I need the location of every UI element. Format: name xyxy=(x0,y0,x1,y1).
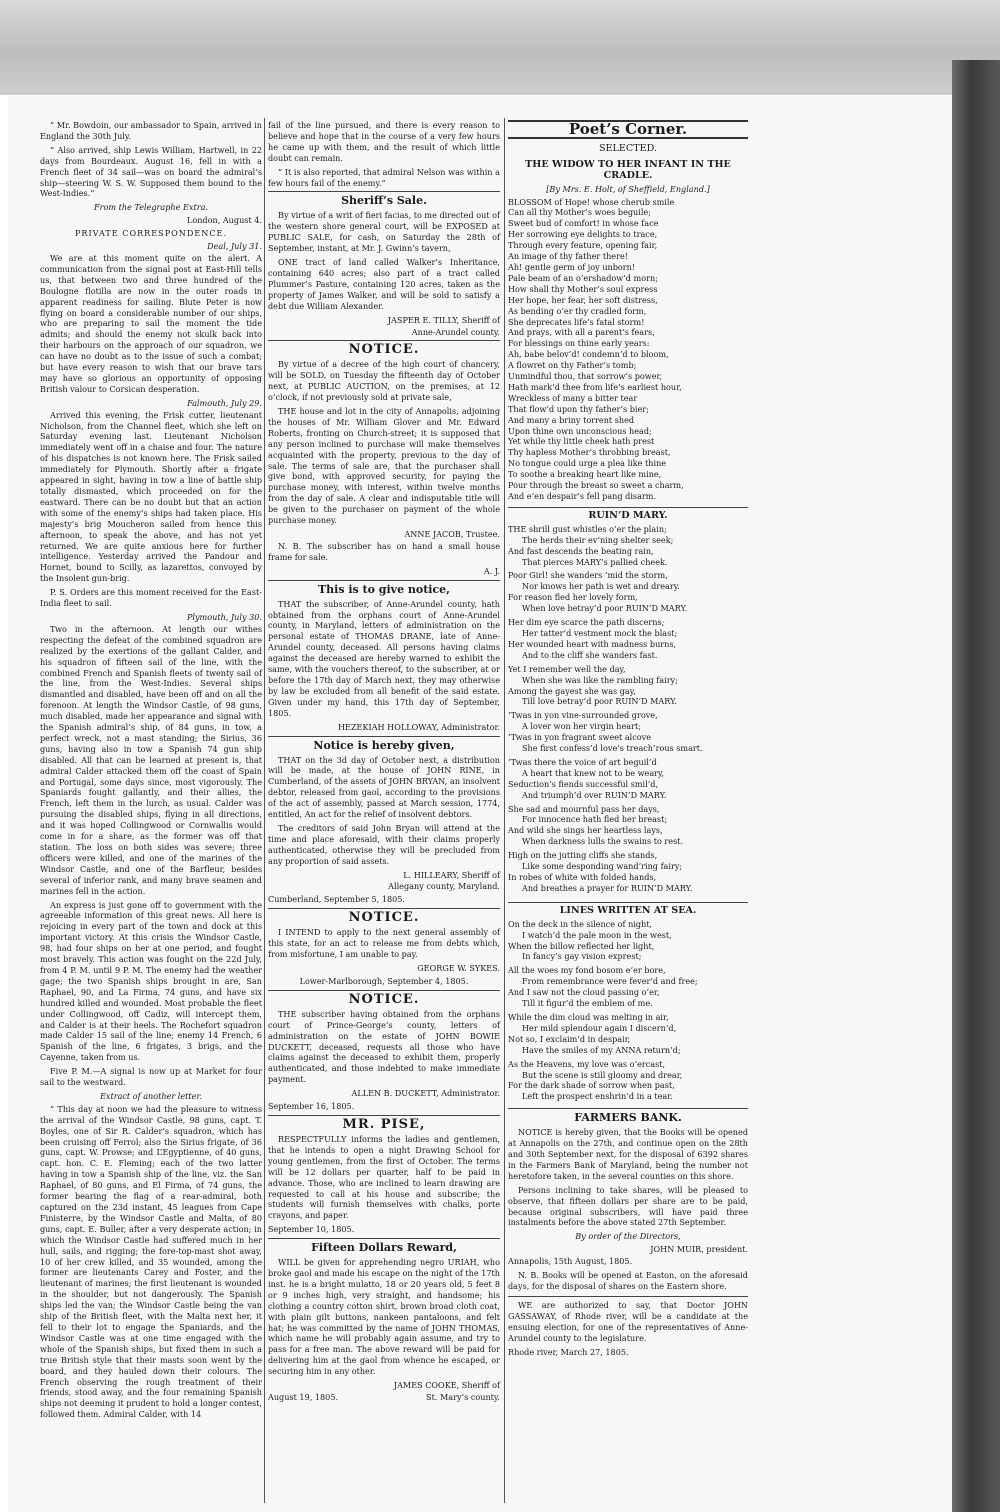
ad-paragraph: THAT on the 3d day of October next, a distribution will be made, at the house of JOHN RINE, in Cumberland, of the assets of JOHN BRYAN, an insolvent debtor, released from gaol, according to the provisions of the act of assembly, passed at March session, 1774, entitled, An act for the relief of insolvent debtors. xyxy=(268,754,500,820)
ad-paragraph: WILL be given for apprehending negro URIAH, who broke gaol and made his escape on the night of the 17th inst. he is a bright mulatto, 18 or 20 years old, 5 feet 8 or 9 inches high, very straight, and handsome; his clothing a country cotton shirt, brown broad cloth coat, with plain gilt buttons, nankeen pantaloons, and felt hat; he was committed by the name of JOHN THOMAS, which name he will probably again assume, and try to pass for a free man. The above reward will be paid for delivering him at the gaol from whence he escaped, or securing him in any other. xyxy=(268,1257,500,1377)
poem-line: But the scene is still gloomy and drear, xyxy=(522,1069,683,1080)
poem-line: ’Twas there the voice of art beguil’d xyxy=(508,756,657,767)
dateline: September 16, 1805. xyxy=(268,1101,355,1112)
poem-widow xyxy=(508,197,748,502)
ad-heading: Sheriff’s Sale. xyxy=(268,191,500,208)
poem-line: As bending o’er thy cradled form, xyxy=(508,305,647,316)
signature: JOHN MUIR, president. xyxy=(650,1244,748,1255)
ad-heading: Fifteen Dollars Reward, xyxy=(268,1238,500,1255)
news-paragraph: “ This day at noon we had the pleasure to witness the arrival of the Windsor Castle, 98 guns, capt. T. Boyles, one of Sir R. Calder’s squadron, which has been cruising off Ferrol; also the Sirius frigate, of 36 guns, capt. W. Prowse; and L’Egyptienne, of 40 guns, capt. hon. C. E. Fleming; each of the two latter having in tow a Spanish ship of the line, viz. the San Raphael, of 80 guns, and El Firma, of 74 guns, the former bearing the flag of a rear-admiral, both captured on the 23d instant, 45 leagues from Cape Finisterre, by the Windsor Castle and Malta, of 80 guns, capt. E. Buller, after a very desperate action; in which the Windsor Castle had suffered much in her hull, sails, and rigging; the fore-top-mast shot away, 10 of her crew killed, and 35 wounded, among the former are lieutenants Carey and Foster, and the lieutenant of marines; the first lieutenant is wounded in the shoulder, but not dangerously. The Spanish ships led the van; the Windsor Castle being the van ship of the British fleet, with the Malta next her, it fell to their lot to engage the Spaniards, and the Windsor Castle was at one time engaged with the whole of the Spanish ships, but fixed them in such a true British style that their masts soon went by the board, and they hauled down their colours. The French observing the rough treatment of their friends, stood away, and the four remaining Spanish ships not deeming it prudent to hold a longer contest, followed them. Admiral Calder, with 14 xyxy=(40,1103,262,1420)
dateline: London, August 4. xyxy=(186,215,262,226)
poem-line: Yet while thy little cheek hath prest xyxy=(508,436,655,447)
poem-line: Sweet bud of comfort! in whose face xyxy=(508,218,659,229)
poem-title: RUIN’D MARY. xyxy=(508,507,748,522)
ad-heading: MR. PISE, xyxy=(268,1115,500,1132)
ad-paragraph: RESPECTFULLY informs the ladies and gentlemen, that he intends to open a night Drawing School for young gentlemen, from the first of October. The terms will be 12 dollars per quarter, half to be paid in advance. Those, who are inclined to learn drawing are requested to call at his house and subscribe; the students will furnish themselves with chalks, porte crayons, and paper. xyxy=(268,1133,500,1221)
signature: JAMES COOKE, Sheriff of xyxy=(393,1380,500,1391)
poem-lines-at-sea xyxy=(508,919,748,1106)
poem-line: An image of thy father there! xyxy=(508,251,628,262)
ad-paragraph: The creditors of said John Bryan will attend at the time and place aforesaid, with their claims properly authenticated, otherwise they will be precluded from any proportion of said assets. xyxy=(268,822,500,866)
dateline: Falmouth, July 29. xyxy=(187,397,262,408)
poem-line: And wild she sings her heartless lays, xyxy=(508,825,663,836)
poem-line: And fast descends the beating rain, xyxy=(508,545,654,556)
poem-title: LINES WRITTEN AT SEA. xyxy=(508,902,748,917)
poem-line: In robes of white with folded hands, xyxy=(508,872,657,882)
poem-line: Ah! gentle germ of joy unborn! xyxy=(508,261,636,272)
poem-line: And breathes a prayer for RUIN’D MARY. xyxy=(522,882,693,893)
poem-line: Her tatter’d vestment mock the blast; xyxy=(522,627,678,638)
ad-paragraph: I INTEND to apply to the next general assembly of this state, for an act to release me from debts which, from misfortune, I am unable to pay. xyxy=(268,927,500,960)
poem-line: Seduction’s fiends successful smil’d, xyxy=(508,778,659,789)
news-paragraph: “ Mr. Bowdoin, our ambassador to Spain, arrived in England the 30th July. xyxy=(40,120,262,141)
news-paragraph: fail of the line pursued, and there is every reason to believe and hope that in the course of a very few hours he came up with them, and the result of which little doubt can remain. xyxy=(268,120,500,163)
poem-line: Have the smiles of my ANNA return’d; xyxy=(522,1044,681,1055)
poem-line: She first confess’d love’s treach’rous smart. xyxy=(522,743,703,754)
poem-line: All the woes my fond bosom e’er bore, xyxy=(508,965,666,976)
poem-line: When the billow reflected her light, xyxy=(508,940,655,951)
poem-line: Pour through the breast so sweet a charm, xyxy=(508,480,684,491)
selected-label: SELECTED. xyxy=(598,142,658,154)
signature: GEORGE W. SYKES. xyxy=(417,963,500,973)
dateline: Deal, July 31. xyxy=(207,241,262,252)
poem-line: Can all thy Mother’s woes beguile; xyxy=(508,207,651,218)
poem-line: Till it figur’d the emblem of me. xyxy=(522,998,653,1009)
poem-line: A flowret on thy Father’s tomb; xyxy=(508,360,637,371)
dateline: Lower-Marlborough, September 4, 1805. xyxy=(299,975,469,986)
poem-line: BLOSSOM of Hope! whose cherub smile xyxy=(508,196,675,207)
signature: L. HILLEARY, Sheriff of xyxy=(403,869,500,880)
poem-line: Her mild splendour again I discern’d, xyxy=(522,1022,677,1033)
poem-line: In fancy’s gay vision exprest; xyxy=(522,951,642,962)
ad-paragraph: THE subscriber having obtained from the orphans court of Prince-George’s county, letters of administration on the estate of JOHN BOWIE DUCKETT, deceased, requests all those who have claims against the deceased to exhibit them, properly authenticated, and those indebted to make immediate payment. xyxy=(268,1008,500,1085)
poem-line: High on the jutting cliffs she stands, xyxy=(508,850,658,861)
poem-title: THE WIDOW TO HER INFANT IN THE CRADLE. xyxy=(525,158,731,181)
news-paragraph: Two in the afternoon. At length our withes respecting the defeat of the combined squadron are realized by the exertions of the gallant Calder, and his squadron of fifteen sail of the line, with the combined French and Spanish fleets of twenty sail of the line, from the West-Indies. Several ships dismantled and disabled, have been off and on all the forenoon. At length the Windsor Castle, of 98 guns, much disabled, made her appearance and signal with the Spanish admiral’s ship, of 84 guns, in tow, a perfect wreck, not a mast standing; the Sirius, 36 guns, having also in tow a Spanish 74 gun ship disabled. All that can be learned at present is, that admiral Calder attacked them off the coast of Spain and Portugal, some days since, most vigorously. The Spaniards fought gallantly, and their allies, the French, left them in the lurch, as usual. Calder was pursuing the disabled ships, flying in all directions, and it was hoped Collingwood or Cornwallis would come in for a share, as the former was off that station. The loss on both sides was severe; three officers were killed, and one of the marines of the Windsor Castle, and one of the Barfleur, besides several of inferior rank, and many brave seamen and marines fell in the action. xyxy=(40,623,262,896)
left-column xyxy=(40,120,262,1423)
news-paragraph: P. S. Orders are this moment received for the East-India fleet to sail. xyxy=(40,587,262,609)
poem-line: For reason fled her lovely form, xyxy=(508,592,638,603)
poem-line: No tongue could urge a plea like thine xyxy=(508,458,667,469)
source-line: From the Telegraphe Extra. xyxy=(94,202,208,213)
poem-line: Her hope, her fear, her soft distress, xyxy=(508,294,658,305)
ad-heading: FARMERS BANK. xyxy=(508,1108,748,1125)
poem-line: Till love betray’d poor RUIN’D MARY. xyxy=(522,696,677,707)
poem-line: Poor Girl! she wanders ’mid the storm, xyxy=(508,570,668,581)
poem-line: THE shrill gust whistles o’er the plain; xyxy=(508,523,667,534)
ad-heading: Notice is hereby given, xyxy=(268,736,500,753)
news-paragraph: We are at this moment quite on the alert. A communication from the signal post at East-Hill tells us, that between two and three hundred of the Boulogne flotilla are now in the outer roads in apparent readiness for sailing. Blute Peter is now flying on board a considerable number of our ships, who are preparing to sail the moment the tide admits; and should the enemy not skulk back into their harbours on the approach of our squadron, we can have no doubt as to the issue of such a combat; but have every reason to wish that our brave tars may have so glorious an opportunity of opposing British valour to Corsican desperation. xyxy=(40,252,262,394)
dateline: August 19, 1805. xyxy=(268,1392,339,1402)
poem-line: While the dim cloud was melting in air, xyxy=(508,1011,669,1022)
poem-line: Among the gayest she was gay, xyxy=(508,685,636,696)
poem-line: Yet I remember well the day, xyxy=(508,663,626,674)
poem-line: Her sorrowing eye delights to trace, xyxy=(508,229,658,240)
poem-line: That flow’d upon thy father’s bier; xyxy=(508,403,649,414)
scan-top-border xyxy=(0,0,1000,95)
poem-line: Not so, I exclaim’d in despair, xyxy=(508,1033,631,1044)
poem-line: Upon thine own unconscious head; xyxy=(508,425,652,436)
poem-line: Unmindful thou, that sorrow’s power, xyxy=(508,371,663,382)
poem-line: How shall thy Mother’s soul express xyxy=(508,283,658,294)
poem-author: [By Mrs. E. Holt, of Sheffield, England.] xyxy=(546,183,710,194)
middle-column xyxy=(268,120,500,1403)
poem-line: Through every feature, opening fair, xyxy=(508,240,658,251)
poem-line: I watch’d the pale moon in the west, xyxy=(522,929,672,940)
signature: JASPER E. TILLY, Sheriff of xyxy=(387,314,500,325)
poem-line: On the deck in the silence of night, xyxy=(508,918,653,929)
poem-line: When darkness lulls the swains to rest. xyxy=(522,836,684,847)
news-paragraph: Five P. M.—A signal is now up at Market for four sail to the westward. xyxy=(40,1066,262,1088)
poem-line: Left the prospect enshrin’d in a tear. xyxy=(522,1091,673,1102)
poem-line: Like some desponding wand’ring fairy; xyxy=(522,861,683,872)
dateline: September 10, 1805. xyxy=(268,1224,355,1235)
poem-line: As the Heavens, my love was o’ercast, xyxy=(508,1058,666,1069)
dateline: Cumberland, September 5, 1805. xyxy=(268,894,405,905)
signature: Allegany county, Maryland. xyxy=(388,881,500,892)
poem-line: From remembrance were fever’d and free; xyxy=(522,976,698,987)
signature: HEZEKIAH HOLLOWAY, Administrator. xyxy=(337,721,500,732)
ad-paragraph: THAT the subscriber, of Anne-Arundel county, hath obtained from the orphans court of Anne-Arundel county, in Maryland, letters of administration on the personal estate of THOMAS DRANE, late of Anne-Arundel county, deceased. All persons having claims against the deceased are hereby warned to exhibit the same, with the vouchers thereof, to the subscriber, at or before the 17th day of March next, they may otherwise by law be excluded from all benefit of the said estate. Given under my hand, this 17th day of September, 1805. xyxy=(268,598,500,718)
signature: ALLEN B. DUCKETT, Administrator. xyxy=(351,1088,500,1099)
news-paragraph: An express is just gone off to government with the agreeable information of this great news. All here is rejoicing in every part of the town and dock at this important victory. At this crisis the Windsor Castle, 98, had four ships on her at one period, and fought most bravely. This action was fought on the 22d July, from 4 P. M. until 9 P. M. The enemy had the weather gage; the two Spanish ships brought in are, San Raphael, 90, and La Firma, 74 guns, and have six hundred killed and wounded. Most probable the fleet under Collingwood, off Cadiz, will intercept them, and Calder is at their heels. The Rochefort squadron made Calder 15 sail of the line; enemy 14 French, 6 Spanish of the line, 6 frigates, 3 brigs, and the Cayenne, taken from us. xyxy=(40,899,262,1063)
ad-paragraph: By virtue of a writ of fieri facias, to me directed out of the western shore general court, will be EXPOSED at PUBLIC SALE, for cash, on Saturday the 28th of September, instant, at Mr. J. Gwinn’s tavern, xyxy=(268,210,501,254)
right-column xyxy=(508,120,748,1360)
poem-line: And to the cliff she wanders fast. xyxy=(522,649,658,660)
book-spine xyxy=(952,60,1000,1512)
ad-heading: This is to give notice, xyxy=(268,580,500,597)
poem-line: For blessings on thine early years: xyxy=(508,338,650,349)
poem-line: Hath mark’d thee from life’s earliest hour, xyxy=(508,381,682,392)
ad-paragraph: ONE tract of land called Walker’s Inheritance, containing 640 acres; also part of a tract called Plummer’s Pasture, containing 120 acres, taken as the property of James Walker, and will be sold to satisfy a debt due William Alexander. xyxy=(268,257,500,311)
poem-line: She sad and mournful pass her days, xyxy=(508,803,660,814)
poem-line: Nor knows her path is wet and dreary. xyxy=(522,581,680,592)
by-order-line: By order of the Directors, xyxy=(575,1231,681,1242)
news-paragraph: “ It is also reported, that admiral Nelson was within a few hours fail of the enemy.” xyxy=(268,166,500,188)
ad-paragraph: By virtue of a decree of the high court of chancery, will be SOLD, on Tuesday the fifteenth day of October next, at PUBLIC AUCTION, on the premises, at 12 o’clock, if not previously sold at private sale, xyxy=(268,359,500,403)
poem-line: A lover won her virgin heart; xyxy=(522,721,641,732)
poem-line: ’Twas in yon vine-surrounded grove, xyxy=(508,710,658,721)
poem-line: Her wounded heart with madness burns, xyxy=(508,638,677,649)
poem-line: Ah, babe belov’d! condemn’d to bloom, xyxy=(508,349,669,360)
poem-line: She deprecates life’s fatal storm! xyxy=(508,316,645,327)
poem-line: And many a briny torrent shed xyxy=(508,414,635,425)
ad-paragraph: N. B. The subscriber has on hand a small house frame for sale. xyxy=(268,540,500,562)
section-heading: PRIVATE CORRESPONDENCE. xyxy=(74,228,228,239)
news-paragraph: Arrived this evening, the Frisk cutter, lieutenant Nicholson, from the Channel fleet, which she left on Saturday evening last. Lieutenant Nicholson immediately went off in a chaise and four. The nature of his dispatches is not known here. The Frisk sailed immediately for Plymouth. Shortly after a frigate appeared in sight, having in tow a line of battle ship totally dismasted, which proceeded on for the eastward. There can be no doubt but that an action with some of the enemy’s ships had taken place. His majesty’s brig Moucheron sailed from hence this afternoon, to speak the above, and has not yet returned. We are quite anxious here for further intelligence. Yesterday arrived the Pandour and Hornet, bound to Scilly, as lazarettos, convoyed by the Insolent gun-brig. xyxy=(40,409,262,584)
poem-line: Her dim eye scarce the path discerns; xyxy=(508,617,665,628)
ad-heading: NOTICE. xyxy=(268,908,500,925)
poem-line: Pale beam of an o’ershadow’d morn; xyxy=(508,272,658,283)
poem-line: When love betray’d poor RUIN’D MARY. xyxy=(522,603,688,614)
poem-line: ’Twas in yon fragrant sweet alcove xyxy=(508,732,652,743)
news-paragraph: “ Also arrived, ship Lewis William, Hartwell, in 22 days from Bourdeaux. August 16, fell in with a French fleet of 34 sail—was on board the admiral’s ship—steering W. S. W. Supposed them bound to the West-Indies.” xyxy=(40,144,262,199)
poem-line: That pierces MARY’s pallied cheek. xyxy=(522,556,668,567)
poem-line: Thy hapless Mother’s throbbing breast, xyxy=(508,447,671,458)
column-rule xyxy=(504,118,505,1503)
poem-line: And I saw not the cloud passing o’er, xyxy=(508,987,660,998)
poem-line: To soothe a breaking heart like mine, xyxy=(508,469,662,480)
poem-line: A heart that knew not to be weary, xyxy=(522,767,665,778)
poem-line: For innocence hath fled her breast; xyxy=(522,814,668,825)
column-rule xyxy=(264,118,265,1503)
ad-paragraph: Persons inclining to take shares, will be pleased to observe, that fifteen dollars per share are to be paid, because original subscribers, will have paid three instalments before the above stated 27th September. xyxy=(508,1184,748,1228)
ad-paragraph: WE are authorized to say, that Doctor JOHN GASSAWAY, of Rhode river, will be a candidate at the ensuing election, for one of the representatives of Anne-Arundel county to the legislature. xyxy=(508,1299,748,1343)
poem-line: When she was like the rambling fairy; xyxy=(522,674,678,685)
poem-line: And e’en despair’s fell pang disarm. xyxy=(508,491,657,501)
section-heading: Extract of another letter. xyxy=(99,1090,203,1101)
ad-paragraph: N. B. Books will be opened at Easton, on the aforesaid days, for the disposal of shares on the Eastern shore. xyxy=(508,1270,748,1291)
poem-line: And triumph’d over RUIN’D MARY. xyxy=(522,789,667,800)
signature: Anne-Arundel county. xyxy=(411,326,500,337)
signature: St. Mary’s county. xyxy=(426,1392,500,1402)
poem-ruind-mary xyxy=(508,524,748,897)
poets-corner-title: Poet’s Corner. xyxy=(508,120,748,139)
ad-heading: NOTICE. xyxy=(268,340,500,357)
dateline: Rhode river, March 27, 1805. xyxy=(508,1346,629,1357)
ad-paragraph: THE house and lot in the city of Annapolis, adjoining the houses of Mr. William Glover and Mr. Edward Roberts, fronting on Church-street; it is supposed that any person inclined to purchase will make themselves acquainted with the property, previous to the day of sale. The terms of sale are, that the purchaser shall give bond, with approved security, for paying the purchase money, with interest, within twelve months from the day of sale. A clear and indisputable title will be given to the purchaser on payment of the whole purchase money. xyxy=(268,406,500,526)
signature: A. J. xyxy=(483,565,500,576)
poem-line: The herds their ev’ning shelter seek; xyxy=(522,534,674,545)
dateline: Annapolis, 15th August, 1805. xyxy=(508,1256,633,1267)
ad-paragraph: NOTICE is hereby given, that the Books will be opened at Annapolis on the 27th, and continue open on the 28th and 30th September next, for the disposal of 6392 shares in the Farmers Bank of Maryland, being the number not heretofore taken, in the several counties on this shore. xyxy=(508,1127,748,1181)
poem-line: For the dark shade of sorrow when past, xyxy=(508,1080,675,1091)
poem-line: And prays, with all a parent’s fears, xyxy=(508,327,655,338)
dateline: Plymouth, July 30. xyxy=(186,611,262,622)
poem-line: Wreckless of many a bitter tear xyxy=(508,392,638,403)
signature: ANNE JACOB, Trustee. xyxy=(404,529,500,539)
ad-heading: NOTICE. xyxy=(268,990,500,1007)
